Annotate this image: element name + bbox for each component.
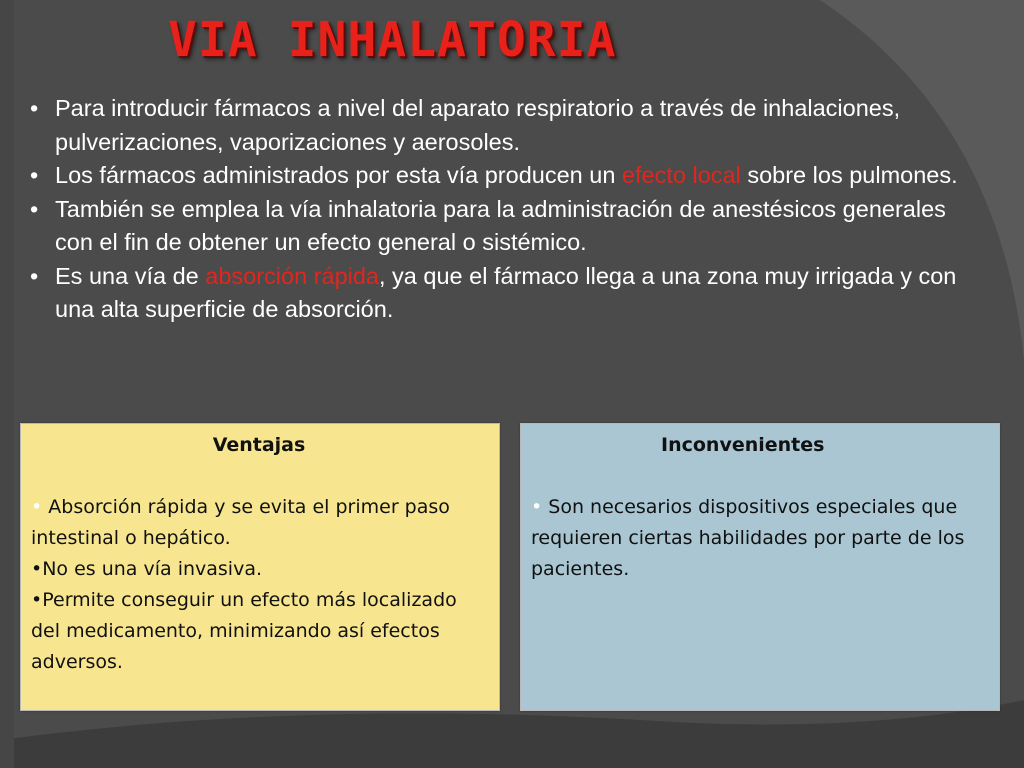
inconvenientes-item-marker: •	[531, 496, 543, 518]
bullet-item	[30, 193, 990, 260]
bullet-text: También se emplea la vía inhalatoria para la administración de anestésicos generales con el fin de obtener un efecto general o sistémico.	[55, 195, 946, 255]
ventajas-box	[20, 423, 500, 711]
ventajas-item-text: Permite conseguir un efecto más localizado del medicamento, minimizando así efectos adversos.	[31, 589, 457, 673]
ventajas-item	[31, 554, 487, 585]
ventajas-item-text: No es una vía invasiva.	[42, 558, 263, 580]
bullet-text: Es una vía de	[55, 262, 206, 289]
bullet-marker: •	[30, 262, 39, 289]
inconvenientes-item	[531, 492, 987, 585]
bullet-text: Los fármacos administrados por esta vía producen un	[55, 162, 622, 188]
ventajas-item-marker: •	[31, 558, 43, 580]
inconvenientes-item-text: Son necesarios dispositivos especiales que requieren ciertas habilidades por parte de los pacientes.	[531, 496, 965, 580]
bullet-item	[30, 92, 990, 159]
bullet-list	[30, 92, 990, 327]
bullet-marker: •	[30, 162, 39, 188]
ventajas-item	[31, 492, 487, 554]
inconvenientes-box	[520, 423, 1000, 711]
ventajas-item-text: Absorción rápida y se evita el primer paso intestinal o hepático.	[31, 496, 450, 549]
ventajas-heading: Ventajas	[212, 434, 306, 456]
bullet-marker: •	[30, 195, 39, 222]
bullet-text: sobre los pulmones.	[740, 162, 958, 188]
bullet-text: , ya que el fármaco llega a una zona muy irrigada y con una alta superficie de absorción.	[55, 262, 957, 322]
bullet-item	[30, 159, 990, 193]
highlight-absorcion-rapida: absorción rápida	[205, 262, 379, 289]
bullet-text: Para introducir fármacos a nivel del aparato respiratorio a través de inhalaciones, pulverizaciones, vaporizaciones y aerosoles.	[55, 95, 901, 155]
ventajas-item-marker: •	[31, 496, 43, 518]
ventajas-item-marker: •	[31, 589, 43, 611]
slide-title: VIA INHALATORIA	[168, 12, 617, 68]
bullet-marker: •	[30, 95, 39, 121]
highlight-efecto-local: efecto local	[621, 162, 741, 188]
inconvenientes-heading: Inconvenientes	[661, 434, 825, 456]
ventajas-item	[31, 585, 487, 678]
bullet-item	[30, 260, 990, 327]
